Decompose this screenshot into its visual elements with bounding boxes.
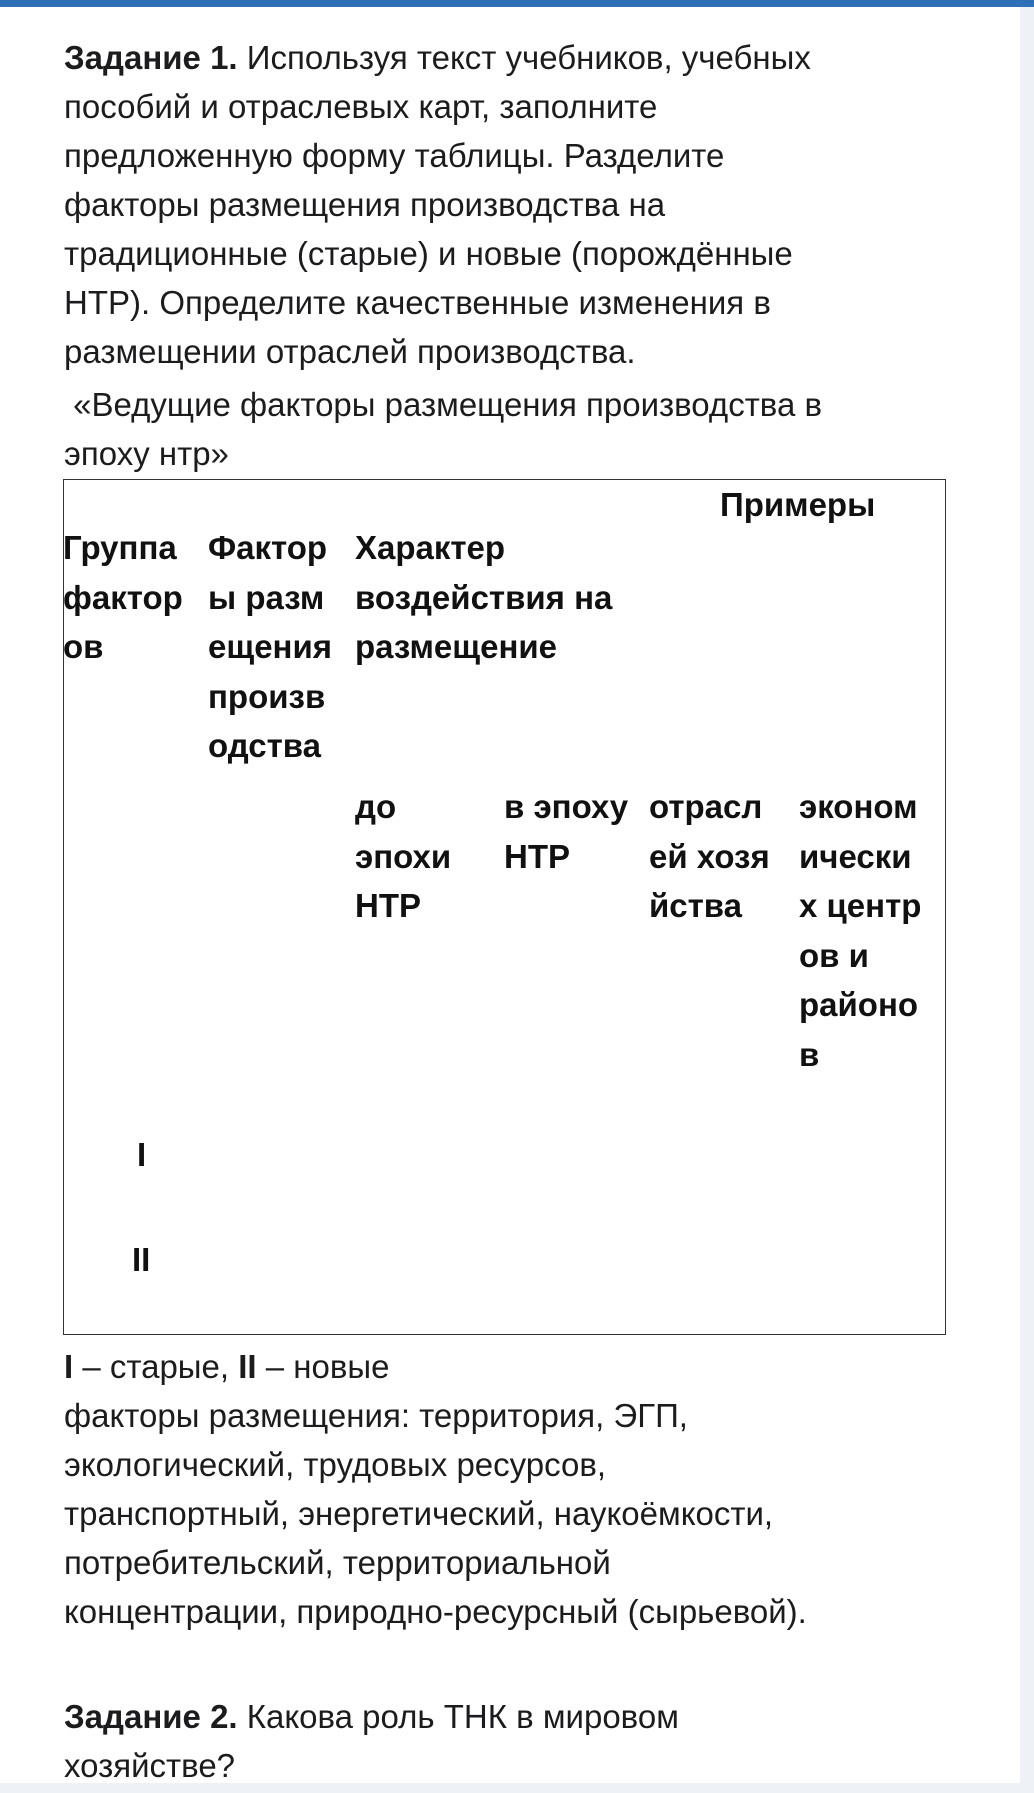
header-impact-character: Характер воздействия на размещение (355, 529, 613, 665)
subheader-industries: отрасл ей хозя йства (649, 788, 770, 924)
document-page (0, 7, 1020, 1783)
task-1-line: Задание 1. Используя текст учебников, учебных (64, 39, 811, 76)
task-2-text (64, 1692, 964, 1790)
task-1-line: НТР). Определите качественные изменения в (64, 284, 771, 321)
task-1-line: размещении отраслей производства. (64, 333, 636, 370)
factors-list-line: экологический, трудовых ресурсов, (64, 1446, 607, 1483)
task-2-line: Задание 2. Какова роль ТНК в мировом (64, 1698, 679, 1735)
factors-table (63, 479, 946, 1335)
factors-list-line: потребительский, территориальной (64, 1544, 611, 1581)
factors-list-line: транспортный, энергетический, наукоёмкости, (64, 1495, 774, 1532)
subheader-economic-centers: эконом ически х центр ов и районо в (799, 788, 922, 1073)
row-label-new: II (132, 1241, 151, 1278)
factors-list-line: факторы размещения: территория, ЭГП, (64, 1397, 688, 1434)
task-2-line: хозяйстве? (64, 1747, 236, 1784)
factors-list-line: концентрации, природно-ресурсный (сырьевой). (64, 1593, 807, 1630)
legend-line: I – старые, II – новые (64, 1348, 390, 1385)
table-title-line: «Ведущие факторы размещения производства в (64, 386, 823, 423)
top-accent-bar (0, 0, 1034, 7)
task-1-line: факторы размещения производства на (64, 186, 666, 223)
task-1-line: предложенную форму таблицы. Разделите (64, 137, 725, 174)
table-title (64, 380, 964, 478)
row-label-old: I (137, 1136, 147, 1173)
task-1-label: Задание 1. (64, 39, 238, 76)
subheader-during-str: в эпоху НТР (504, 788, 629, 875)
task-1-line: традиционные (старые) и новые (порождённые (64, 235, 793, 272)
header-placement-factors: Фактор ы разм ещения произв одства (208, 529, 333, 764)
task-1-text (64, 33, 964, 376)
table-legend (64, 1342, 964, 1636)
task-2-label: Задание 2. (64, 1698, 238, 1735)
header-examples: Примеры (720, 486, 876, 523)
page-right-margin (1020, 7, 1034, 1793)
header-factor-group: Группа фактор ов (63, 529, 183, 665)
task-1-line: пособий и отраслевых карт, заполните (64, 88, 658, 125)
subheader-before-str: до эпохи НТР (355, 788, 452, 924)
table-title-line: эпоху нтр» (64, 435, 229, 472)
